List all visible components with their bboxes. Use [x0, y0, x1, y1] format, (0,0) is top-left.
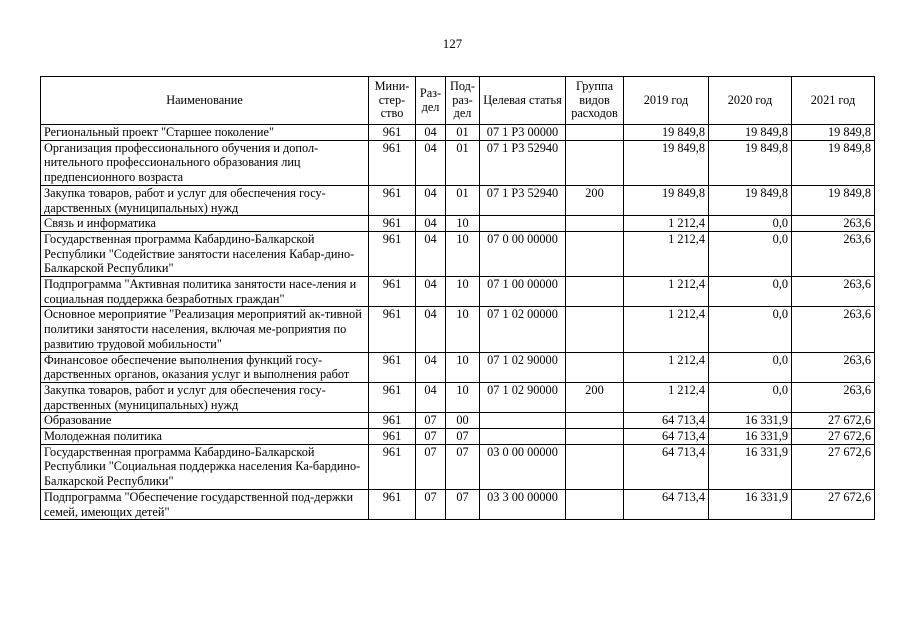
- row-expense-group: 200: [566, 185, 624, 215]
- row-name: Государственная программа Кабардино-Балкарской Республики "Социальная поддержка населения Ка-бардино-Балкарской Республики": [41, 444, 369, 489]
- row-target-article: [480, 429, 566, 445]
- row-subsection: 07: [446, 444, 480, 489]
- table-body: [41, 125, 875, 520]
- row-target-article: 07 1 P3 52940: [480, 140, 566, 185]
- table-row: [41, 429, 875, 445]
- row-target-article: [480, 413, 566, 429]
- row-subsection: 10: [446, 231, 480, 276]
- row-2021: 263,6: [792, 382, 875, 412]
- row-2020: 0,0: [709, 277, 792, 307]
- table-row: [41, 352, 875, 382]
- table-row: [41, 489, 875, 519]
- row-target-article: 07 1 P3 52940: [480, 185, 566, 215]
- row-2019: 64 713,4: [624, 444, 709, 489]
- row-subsection: 10: [446, 216, 480, 232]
- row-ministry: 961: [369, 277, 416, 307]
- row-2021: 19 849,8: [792, 185, 875, 215]
- page-number: 127: [442, 36, 463, 51]
- row-name: Основное мероприятие "Реализация мероприятий ак-тивной политики занятости населения, включая ме-роприятия по развитию трудовой мобильности": [41, 307, 369, 352]
- header-ministry: Мини-стер-ство: [369, 77, 416, 125]
- row-2021: 27 672,6: [792, 489, 875, 519]
- table-row: [41, 277, 875, 307]
- row-target-article: 03 0 00 00000: [480, 444, 566, 489]
- row-section: 04: [416, 307, 446, 352]
- row-2019: 1 212,4: [624, 307, 709, 352]
- row-2021: 19 849,8: [792, 125, 875, 141]
- row-2020: 0,0: [709, 216, 792, 232]
- table-row: [41, 382, 875, 412]
- row-ministry: 961: [369, 185, 416, 215]
- row-section: 04: [416, 185, 446, 215]
- row-2020: 0,0: [709, 231, 792, 276]
- row-ministry: 961: [369, 489, 416, 519]
- row-2020: 16 331,9: [709, 444, 792, 489]
- header-2019: 2019 год: [624, 77, 709, 125]
- row-name: Связь и информатика: [41, 216, 369, 232]
- row-section: 04: [416, 352, 446, 382]
- row-2021: 263,6: [792, 231, 875, 276]
- row-section: 07: [416, 413, 446, 429]
- row-2019: 1 212,4: [624, 382, 709, 412]
- row-section: 07: [416, 489, 446, 519]
- row-subsection: 01: [446, 140, 480, 185]
- row-2019: 1 212,4: [624, 352, 709, 382]
- row-section: 04: [416, 277, 446, 307]
- row-name: Образование: [41, 413, 369, 429]
- header-target-article: Целевая статья: [480, 77, 566, 125]
- row-ministry: 961: [369, 231, 416, 276]
- row-expense-group: [566, 489, 624, 519]
- row-name: Региональный проект "Старшее поколение": [41, 125, 369, 141]
- row-2021: 19 849,8: [792, 140, 875, 185]
- row-target-article: 07 1 02 90000: [480, 382, 566, 412]
- row-subsection: 07: [446, 429, 480, 445]
- row-expense-group: [566, 352, 624, 382]
- row-2019: 19 849,8: [624, 140, 709, 185]
- row-2019: 1 212,4: [624, 216, 709, 232]
- row-2020: 16 331,9: [709, 489, 792, 519]
- table-row: [41, 185, 875, 215]
- row-subsection: 10: [446, 352, 480, 382]
- row-subsection: 01: [446, 125, 480, 141]
- row-section: 04: [416, 140, 446, 185]
- row-section: 07: [416, 429, 446, 445]
- row-ministry: 961: [369, 444, 416, 489]
- row-subsection: 10: [446, 277, 480, 307]
- table-header: [41, 77, 875, 125]
- row-section: 07: [416, 444, 446, 489]
- row-2021: 263,6: [792, 352, 875, 382]
- row-2021: 263,6: [792, 277, 875, 307]
- row-section: 04: [416, 125, 446, 141]
- row-name: Финансовое обеспечение выполнения функций госу-дарственных органов, оказания услуг и выполнения работ: [41, 352, 369, 382]
- row-subsection: 10: [446, 307, 480, 352]
- row-2020: 0,0: [709, 382, 792, 412]
- row-target-article: 07 1 P3 00000: [480, 125, 566, 141]
- row-expense-group: [566, 125, 624, 141]
- row-ministry: 961: [369, 352, 416, 382]
- header-subsection: Под-раз-дел: [446, 77, 480, 125]
- row-2021: 27 672,6: [792, 429, 875, 445]
- row-expense-group: [566, 307, 624, 352]
- row-2021: 27 672,6: [792, 444, 875, 489]
- budget-table: [40, 76, 875, 520]
- row-expense-group: [566, 140, 624, 185]
- row-2019: 1 212,4: [624, 231, 709, 276]
- row-section: 04: [416, 231, 446, 276]
- row-target-article: 07 1 00 00000: [480, 277, 566, 307]
- row-2021: 263,6: [792, 307, 875, 352]
- table-row: [41, 413, 875, 429]
- table-row: [41, 140, 875, 185]
- row-2019: 64 713,4: [624, 413, 709, 429]
- row-expense-group: 200: [566, 382, 624, 412]
- row-2020: 16 331,9: [709, 413, 792, 429]
- row-2020: 0,0: [709, 307, 792, 352]
- row-section: 04: [416, 382, 446, 412]
- table-row: [41, 231, 875, 276]
- row-expense-group: [566, 429, 624, 445]
- row-name: Подпрограмма "Обеспечение государственной под-держки семей, имеющих детей": [41, 489, 369, 519]
- table-row: [41, 307, 875, 352]
- row-name: Организация профессионального обучения и допол-нительного профессионального образования лиц предпенсионного возраста: [41, 140, 369, 185]
- row-expense-group: [566, 413, 624, 429]
- row-ministry: 961: [369, 413, 416, 429]
- header-expense-group: Группа видов расходов: [566, 77, 624, 125]
- row-2020: 19 849,8: [709, 125, 792, 141]
- table-row: [41, 125, 875, 141]
- row-target-article: 07 1 02 00000: [480, 307, 566, 352]
- table-row: [41, 216, 875, 232]
- row-2019: 1 212,4: [624, 277, 709, 307]
- row-name: Молодежная политика: [41, 429, 369, 445]
- row-2019: 64 713,4: [624, 489, 709, 519]
- row-expense-group: [566, 277, 624, 307]
- row-ministry: 961: [369, 140, 416, 185]
- row-expense-group: [566, 216, 624, 232]
- row-2019: 64 713,4: [624, 429, 709, 445]
- row-2019: 19 849,8: [624, 125, 709, 141]
- row-target-article: [480, 216, 566, 232]
- row-name: Подпрограмма "Активная политика занятости насе-ления и социальная поддержка безработных граждан": [41, 277, 369, 307]
- table-row: [41, 444, 875, 489]
- row-section: 04: [416, 216, 446, 232]
- row-ministry: 961: [369, 216, 416, 232]
- row-target-article: 07 1 02 90000: [480, 352, 566, 382]
- row-2020: 0,0: [709, 352, 792, 382]
- row-2019: 19 849,8: [624, 185, 709, 215]
- row-2021: 27 672,6: [792, 413, 875, 429]
- row-2020: 19 849,8: [709, 140, 792, 185]
- row-subsection: 01: [446, 185, 480, 215]
- row-2020: 19 849,8: [709, 185, 792, 215]
- row-ministry: 961: [369, 307, 416, 352]
- row-target-article: 03 3 00 00000: [480, 489, 566, 519]
- row-2020: 16 331,9: [709, 429, 792, 445]
- row-expense-group: [566, 231, 624, 276]
- row-subsection: 00: [446, 413, 480, 429]
- row-expense-group: [566, 444, 624, 489]
- row-ministry: 961: [369, 382, 416, 412]
- row-name: Закупка товаров, работ и услуг для обеспечения госу-дарственных (муниципальных) нужд: [41, 382, 369, 412]
- row-2021: 263,6: [792, 216, 875, 232]
- header-name: Наименование: [41, 77, 369, 125]
- header-section: Раз-дел: [416, 77, 446, 125]
- row-target-article: 07 0 00 00000: [480, 231, 566, 276]
- row-subsection: 10: [446, 382, 480, 412]
- row-name: Государственная программа Кабардино-Балкарской Республики "Содействие занятости населения Кабар-дино-Балкарской Республики": [41, 231, 369, 276]
- row-subsection: 07: [446, 489, 480, 519]
- row-ministry: 961: [369, 429, 416, 445]
- header-2020: 2020 год: [709, 77, 792, 125]
- row-ministry: 961: [369, 125, 416, 141]
- row-name: Закупка товаров, работ и услуг для обеспечения госу-дарственных (муниципальных) нужд: [41, 185, 369, 215]
- header-2021: 2021 год: [792, 77, 875, 125]
